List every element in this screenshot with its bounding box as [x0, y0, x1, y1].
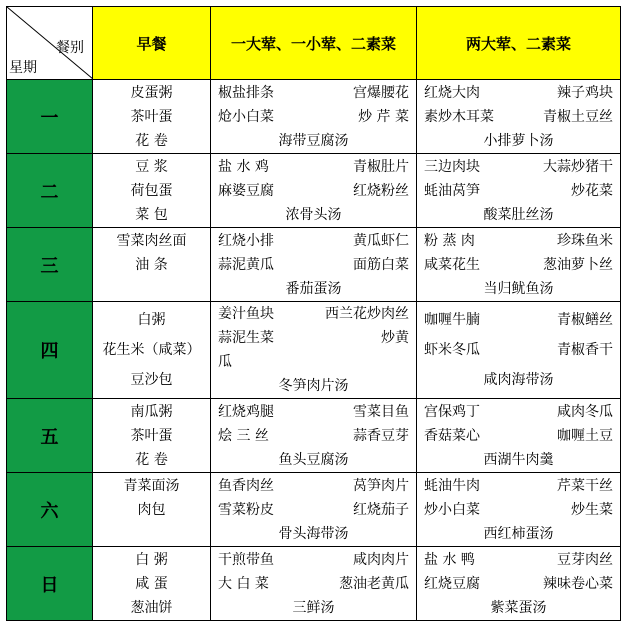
table-row	[7, 154, 621, 228]
dish: 烩 三 丝	[218, 427, 269, 444]
day-cell: 四	[7, 302, 93, 399]
dinner-cell	[417, 80, 621, 154]
dish: 素炒木耳菜	[424, 108, 494, 125]
dish: 椒盐排条	[218, 84, 274, 101]
soup: 番茄蛋汤	[285, 280, 342, 297]
breakfast-item: 咸 蛋	[135, 575, 168, 592]
dish: 虾米冬瓜	[424, 342, 480, 358]
corner-header	[7, 7, 93, 80]
lunch-cell	[211, 302, 417, 399]
soup: 西湖牛肉羹	[483, 451, 554, 468]
breakfast-cell	[93, 399, 211, 473]
week-label: 星期	[9, 60, 37, 76]
dish: 炝小白菜	[218, 108, 274, 125]
dinner-cell	[417, 399, 621, 473]
breakfast-item: 青菜面汤	[123, 477, 180, 494]
breakfast-item: 油 条	[135, 256, 168, 273]
dish-wrap: 瓜	[218, 354, 232, 370]
breakfast-item: 白 粥	[135, 551, 168, 568]
dish: 炒黄	[381, 330, 409, 346]
lunch-cell	[211, 154, 417, 228]
dinner-header: 两大荤、二素菜	[417, 7, 621, 80]
dish: 红烧茄子	[353, 501, 409, 518]
breakfast-item: 皮蛋粥	[130, 84, 173, 101]
day-cell: 日	[7, 547, 93, 621]
dish: 雪菜粉皮	[218, 501, 274, 518]
dish: 西兰花炒肉丝	[325, 306, 409, 322]
day-cell: 二	[7, 154, 93, 228]
dish: 辣味卷心菜	[543, 575, 613, 592]
table-row	[7, 547, 621, 621]
dinner-cell	[417, 302, 621, 399]
breakfast-item: 肉包	[137, 501, 166, 518]
day-cell: 三	[7, 228, 93, 302]
table-row	[7, 228, 621, 302]
weekly-menu-table	[6, 6, 621, 621]
breakfast-header: 早餐	[93, 7, 211, 80]
dish: 盐 水 鸡	[218, 158, 269, 175]
soup: 紫菜蛋汤	[490, 599, 547, 616]
dish: 蒜泥生菜	[218, 330, 274, 346]
dish: 炒 芹 菜	[358, 108, 409, 125]
dinner-cell	[417, 154, 621, 228]
lunch-cell	[211, 547, 417, 621]
meal-label: 餐别	[56, 40, 84, 56]
breakfast-cell	[93, 228, 211, 302]
dish: 芹菜干丝	[557, 477, 613, 494]
breakfast-item: 南瓜粥	[130, 403, 173, 420]
header-row	[7, 7, 621, 80]
lunch-cell	[211, 473, 417, 547]
breakfast-item: 豆 浆	[135, 158, 168, 175]
dish: 咸肉冬瓜	[557, 403, 613, 420]
soup: 海带豆腐汤	[278, 132, 349, 149]
soup: 浓骨头汤	[285, 206, 342, 223]
dish: 青椒肚片	[353, 158, 409, 175]
table-row	[7, 80, 621, 154]
dish: 鱼香肉丝	[218, 477, 274, 494]
breakfast-item: 豆沙包	[130, 372, 173, 388]
soup: 当归鱿鱼汤	[483, 280, 554, 297]
dish: 蒜泥黄瓜	[218, 256, 274, 273]
breakfast-item: 花 卷	[135, 451, 168, 468]
breakfast-cell	[93, 547, 211, 621]
soup: 冬笋肉片汤	[278, 378, 349, 394]
dish: 炒小白菜	[424, 501, 480, 518]
dish: 青椒鳝丝	[557, 312, 613, 328]
breakfast-cell	[93, 302, 211, 399]
dish: 香菇菜心	[424, 427, 480, 444]
dish: 咖喱土豆	[557, 427, 613, 444]
breakfast-item: 花生米（咸菜）	[102, 342, 201, 358]
dish: 大蒜炒猪干	[543, 158, 613, 175]
dish: 莴笋肉片	[353, 477, 409, 494]
dish: 大 白 菜	[218, 575, 269, 592]
dish: 红烧豆腐	[424, 575, 480, 592]
dish: 红烧鸡腿	[218, 403, 274, 420]
breakfast-item: 菜 包	[135, 206, 168, 223]
dish: 黄瓜虾仁	[353, 232, 409, 249]
soup: 三鲜汤	[292, 599, 335, 616]
soup: 骨头海带汤	[278, 525, 349, 542]
breakfast-item: 茶叶蛋	[130, 427, 173, 444]
soup: 小排萝卜汤	[483, 132, 554, 149]
dish: 干煎带鱼	[218, 551, 274, 568]
dish: 咖喱牛腩	[424, 312, 480, 328]
day-cell: 五	[7, 399, 93, 473]
dish: 三边肉块	[424, 158, 480, 175]
dish: 雪菜目鱼	[353, 403, 409, 420]
dish: 宫保鸡丁	[424, 403, 480, 420]
soup: 酸菜肚丝汤	[483, 206, 554, 223]
soup: 鱼头豆腐汤	[278, 451, 349, 468]
dish: 珍珠鱼米	[557, 232, 613, 249]
dinner-cell	[417, 228, 621, 302]
dish: 葱油萝卜丝	[543, 256, 613, 273]
dish: 炒花菜	[571, 182, 613, 199]
dinner-cell	[417, 547, 621, 621]
breakfast-cell	[93, 473, 211, 547]
dish: 炒生菜	[571, 501, 613, 518]
breakfast-cell	[93, 80, 211, 154]
dish: 麻婆豆腐	[218, 182, 274, 199]
dish: 蚝油莴笋	[424, 182, 480, 199]
breakfast-item: 白粥	[137, 312, 166, 328]
breakfast-item: 荷包蛋	[130, 182, 173, 199]
soup: 西红柿蛋汤	[483, 525, 554, 542]
dish: 咸肉肉片	[353, 551, 409, 568]
dinner-cell	[417, 473, 621, 547]
breakfast-item: 茶叶蛋	[130, 108, 173, 125]
dish: 盐 水 鸭	[424, 551, 475, 568]
dish: 红烧大肉	[424, 84, 480, 101]
lunch-header: 一大荤、一小荤、二素菜	[211, 7, 417, 80]
dish: 咸菜花生	[424, 256, 480, 273]
lunch-cell	[211, 399, 417, 473]
dish: 红烧粉丝	[353, 182, 409, 199]
table-row	[7, 473, 621, 547]
day-cell: 六	[7, 473, 93, 547]
lunch-cell	[211, 228, 417, 302]
dish: 宫爆腰花	[353, 84, 409, 101]
dish: 粉 蒸 肉	[424, 232, 475, 249]
dish: 青椒土豆丝	[543, 108, 613, 125]
dish: 面筋白菜	[353, 256, 409, 273]
breakfast-item: 葱油饼	[130, 599, 173, 616]
day-cell: 一	[7, 80, 93, 154]
lunch-cell	[211, 80, 417, 154]
breakfast-cell	[93, 154, 211, 228]
dish: 葱油老黄瓜	[339, 575, 409, 592]
table-row	[7, 302, 621, 399]
dish: 蚝油牛肉	[424, 477, 480, 494]
dish: 青椒香干	[557, 342, 613, 358]
breakfast-item: 花 卷	[135, 132, 168, 149]
dish: 豆芽肉丝	[557, 551, 613, 568]
dish: 姜汁鱼块	[218, 306, 274, 322]
dish: 辣子鸡块	[557, 84, 613, 101]
table-row	[7, 399, 621, 473]
dish: 蒜香豆芽	[353, 427, 409, 444]
soup: 咸肉海带汤	[483, 372, 554, 388]
dish: 红烧小排	[218, 232, 274, 249]
breakfast-item: 雪菜肉丝面	[116, 232, 187, 249]
